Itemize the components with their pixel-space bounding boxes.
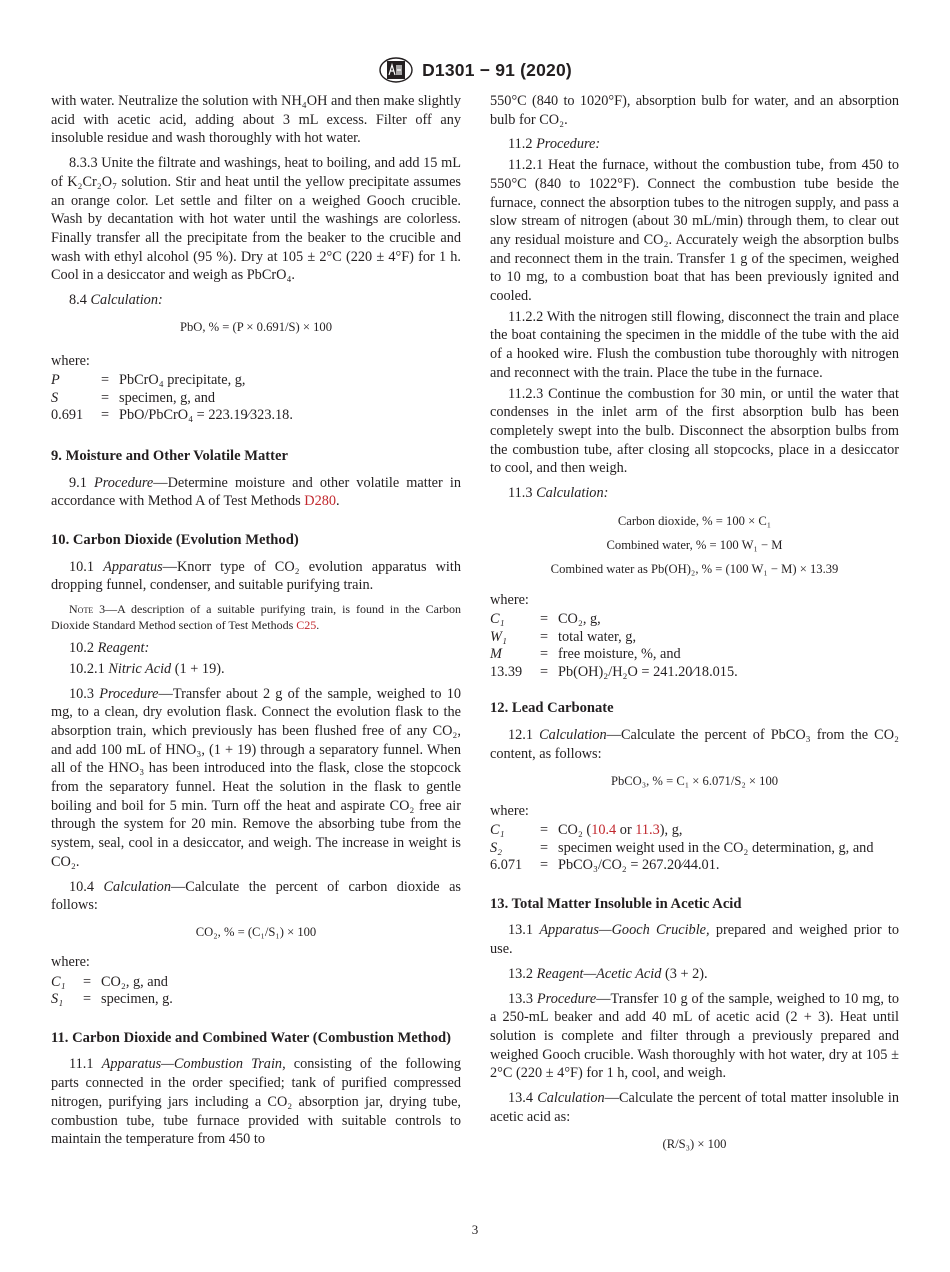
definition-list: [490, 822, 899, 875]
left-column: [51, 92, 461, 1155]
equation-insoluble: (R/S₃) × 100: [662, 1136, 727, 1151]
paragraph-10-3: 10.3 Procedure—Transfer about 2 g of the sample, weighed to 10 mg, to a clean, dry evolution flask. Connect the evolution flask to the absorption train, which previously has been flushed free of any CO₂, and add 100 mL of HNO₃, (1 + 19) through a separatory funnel. When all of the HNO₃ has been introduced into the flask, close the stopcock from the separatory funnel. Heat the solution in the flask to gentle boiling and boil for 5 min. Turn off the heat and aspirate CO₂ free air through the system for 20 min. Remove the absorbing tube from the system, seal, cool in a desiccator, and weigh. The increase in weight is CO₂.: [51, 685, 461, 870]
paragraph-11-2-3: 11.2.3 Continue the combustion for 30 min, or until the water that condenses in the inlet arm of the first absorption bulb has been completely swept into the bulb. Disconnect the absorption bulbs from the combustion tube, after closing all stopcocks, place in a desiccator to cool, and then weigh.: [490, 385, 899, 477]
paragraph: with water. Neutralize the solution with NH₄OH and then make slightly acid with acetic acid, adding about 3 mL excess. Filter off any insoluble residue and wash thoroughly with hot water.: [51, 93, 461, 147]
definition-row: 0.691 = PbO/PbCrO₄ = 223.19⁄323.18.: [51, 407, 293, 424]
definition-row: P = PbCrO₄ precipitate, g,: [51, 372, 246, 389]
where-label: where:: [51, 954, 90, 970]
section-heading-13: 13. Total Matter Insoluble in Acetic Acid: [490, 895, 742, 912]
paragraph-13-4: 13.4 Calculation—Calculate the percent of total matter insoluble in acetic acid as:: [490, 1090, 899, 1125]
where-label: where:: [490, 802, 529, 819]
equations-11-3: [490, 509, 899, 581]
paragraph-10-1: 10.1 Apparatus—Knorr type of CO₂ evolution apparatus with dropping funnel, condenser, and suitable purifying train.: [51, 558, 461, 594]
link-d280[interactable]: D280: [304, 493, 337, 510]
definition-row: C₁ = CO₂ (10.4 or 11.3), g,: [490, 822, 683, 839]
equation-pbco3: PbCO₃, % = C₁ × 6.071/S₂ × 100: [610, 773, 779, 788]
paragraph-8-3-3: 8.3.3 Unite the filtrate and washings, heat to boiling, and add 15 mL of K₂Cr₂O₇ solution. Stir and heat until the yellow precipitate assumes an orange color. Let settle and filter on a weighed Gooch crucible. Wash by decantation with hot water until the washings are colorless. Finally transfer all the precipitate from the beaker to the crucible and wash with ethyl alcohol (95 %). Dry at 105 ± 2°C (220 ± 4°F) for 1 h. Cool in a desiccator and weigh as PbCrO₄.: [51, 155, 461, 284]
link-c25[interactable]: C25: [296, 618, 317, 633]
section-heading-11: 11. Carbon Dioxide and Combined Water (Combustion Method): [51, 1029, 452, 1046]
definition-row: S₂ = specimen weight used in the CO₂ determination, g, and: [490, 839, 874, 856]
paragraph-11-2-2: 11.2.2 With the nitrogen still flowing, disconnect the train and place the boat containing the specimen in the middle of the tube with the aid of a hooked wire. Flush the combustion tube thoroughly with nitrogen and reconnect with the train. Place the tube in the furnace.: [490, 308, 899, 381]
paragraph-10-4: 10.4 Calculation—Calculate the percent of carbon dioxide as follows:: [51, 878, 461, 914]
definition-row: C₁ = CO₂, g, and: [51, 973, 168, 990]
page-number: 3: [471, 1222, 479, 1237]
link-10-4[interactable]: 10.4: [591, 822, 617, 839]
definition-row: S = specimen, g, and: [51, 389, 216, 406]
paragraph-13-1: 13.1 Apparatus—Gooch Crucible, prepared and weighed prior to use.: [490, 922, 899, 958]
equation-pbo: PbO, % = (P × 0.691/S) × 100: [179, 319, 333, 334]
definition-row: S₁ = specimen, g.: [51, 991, 173, 1008]
right-column: [490, 92, 899, 1165]
paragraph-11-1: 11.1 Apparatus—Combustion Train, consisting of the following parts connected in the order specified; tank of purified compressed nitrogen, purifying jars including a CO₂ absorption jar, drying tube, combustion tube, tube furnace provided with suitable controls to maintain the temperature from 450 to: [51, 1056, 461, 1148]
where-label: where:: [51, 352, 90, 369]
definition-row: W₁ = total water, g,: [490, 628, 637, 645]
page-header: [0, 56, 950, 84]
paragraph: 550°C (840 to 1020°F), absorption bulb for water, and an absorption bulb for CO₂.: [490, 93, 899, 128]
definition-row: M = free moisture, %, and: [490, 646, 681, 663]
paragraph-13-3: 13.3 Procedure—Transfer 10 g of the sample, weighed to 10 mg, to a 250-mL beaker and add 40 mL of acetic acid (2 + 3). Heat until solution is complete and filter through a previously prepared and weighed Gooch crucible. Wash thoroughly with hot water, dry at 105 ± 2°C (220 ± 4°F) for 1 h, cool, and weigh.: [490, 990, 899, 1082]
equation-co2: CO₂, % = (C₁/S₁) × 100: [195, 925, 317, 939]
note-3: Note 3—A description of a suitable purifying train, is found in the Carbon Dioxide Standard Method section of Test Methods C25.: [51, 602, 461, 633]
definition-list: [51, 372, 461, 425]
subsection-8-4: 8.4 Calculation:: [69, 292, 163, 309]
section-heading-12: 12. Lead Carbonate: [490, 700, 614, 717]
section-heading-10: 10. Carbon Dioxide (Evolution Method): [51, 532, 299, 549]
definition-row: 6.071 = PbCO₃/CO₂ = 267.20⁄44.01.: [490, 857, 720, 874]
equation-carbon-dioxide: Carbon dioxide, % = 100 × C₁: [617, 513, 772, 528]
paragraph-10-2-1: 10.2.1 Nitric Acid (1 + 19).: [69, 660, 225, 677]
equation-combined-water-pboh2: Combined water as Pb(OH)₂, % = (100 W₁ − M) × 13.39: [550, 561, 839, 576]
paragraph-11-2-1: 11.2.1 Heat the furnace, without the combustion tube, from 450 to 550°C (840 to 1022°F). Connect the combustion tube beside the furnace, connect the absorption tubes to the nitrogen supply, and pass a slow stream of nitrogen (about 30 mL/min) through them, to clear out any residual moisture and CO₂. Accurately weigh the absorption bulbs and reconnect them in the train. Transfer 1 g of the specimen, weighed to 10 mg, to a combustion boat that has been previously ignited and cooled.: [490, 157, 899, 305]
astm-logo-icon: [378, 56, 414, 84]
paragraph-9-1: 9.1 Procedure—Determine moisture and other volatile matter in accordance with Method A of Test Methods D280.: [51, 474, 461, 510]
definition-list: [51, 974, 461, 1009]
equation-combined-water: Combined water, % = 100 W₁ − M: [606, 537, 783, 552]
section-heading-9: 9. Moisture and Other Volatile Matter: [51, 447, 288, 464]
subsection-11-3: 11.3 Calculation:: [508, 485, 609, 502]
where-label: where:: [490, 591, 529, 608]
subsection-10-2: 10.2 Reagent:: [69, 640, 150, 657]
definition-row: 13.39 = Pb(OH)₂/H₂O = 241.20⁄18.015.: [490, 663, 738, 680]
link-11-3[interactable]: 11.3: [635, 822, 660, 839]
definition-list: [490, 611, 899, 681]
paragraph-13-2: 13.2 Reagent—Acetic Acid (3 + 2).: [508, 965, 708, 982]
document-designation: D1301 − 91 (2020): [422, 59, 572, 80]
paragraph-12-1: 12.1 Calculation—Calculate the percent of PbCO₃ from the CO₂ content, as follows:: [490, 727, 899, 762]
subsection-11-2: 11.2 Procedure:: [508, 136, 601, 153]
definition-row: C₁ = CO₂, g,: [490, 611, 601, 628]
